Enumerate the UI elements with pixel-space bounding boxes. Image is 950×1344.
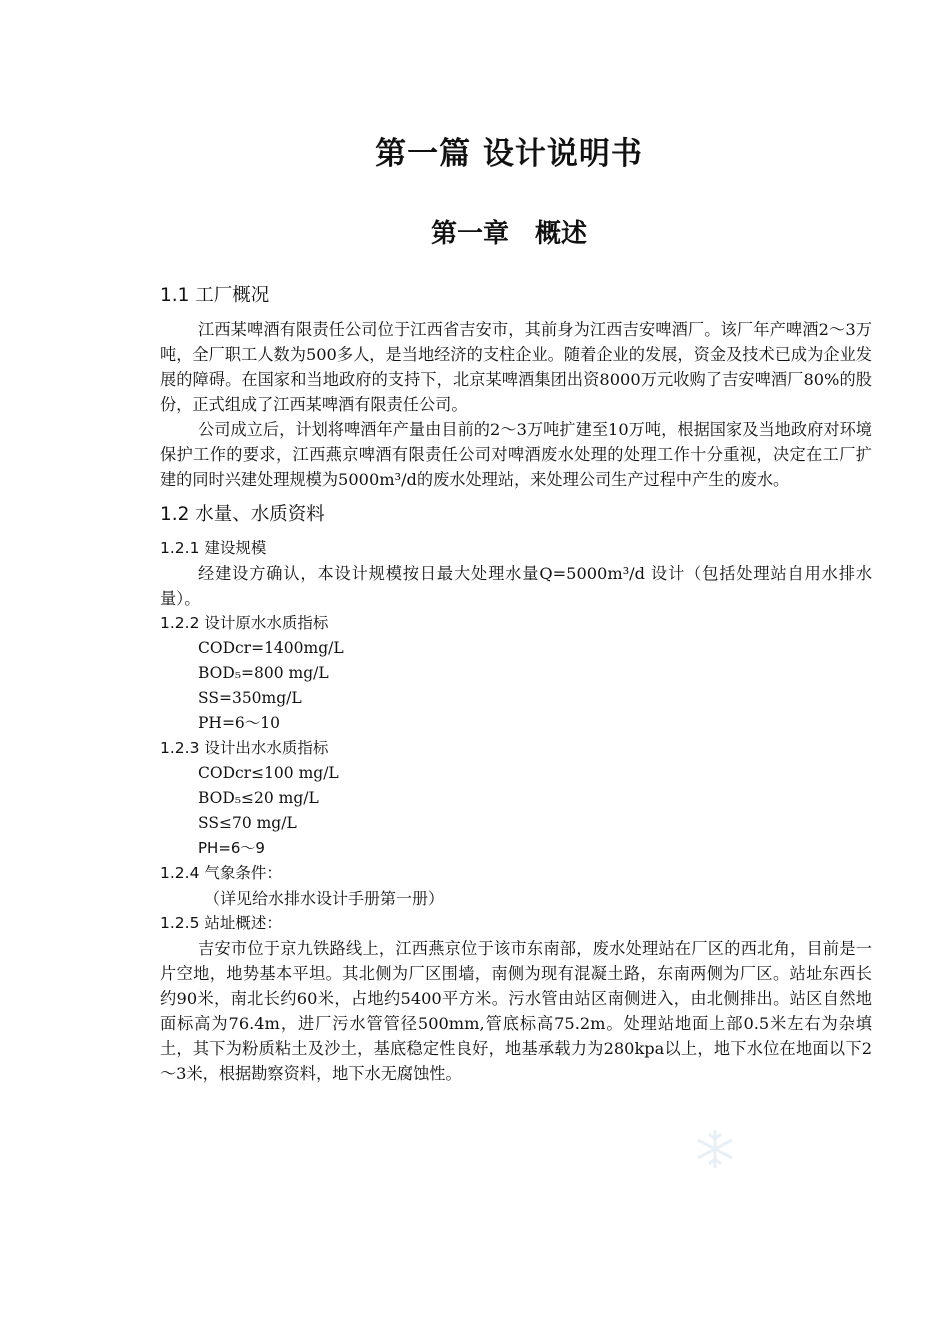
- subsection-heading-1-2-3: 1.2.3 设计出水水质指标: [160, 739, 329, 757]
- climate-note: （详见给水排水设计手册第一册）: [204, 889, 445, 908]
- document-body: [160, 283, 872, 1086]
- effluent-indicator: BOD₅≤20 mg/L: [198, 789, 319, 807]
- paragraph: 吉安市位于京九铁路线上，江西燕京位于该市东南部，废水处理站在厂区的西北角，目前是一片空地，地势基本平坦。其北侧为厂区围墙，南侧为现有混凝土路，东南两侧为厂区。站址东西长约90米，南北长约60米，占地约5400平方米。污水管由站区南侧进入，由北侧排出。站区自然地面标高为76.4m，进厂污水管管径500mm,管底标高75.2m。处理站地面上部0.5米左右为杂填土，其下为粉质粘土及沙土，基底稳定性良好，地基承载力为280kpa以上，地下水位在地面以下2～3米，根据勘察资料，地下水无腐蚀性。: [160, 939, 872, 1083]
- part-title: 第一篇 设计说明书: [375, 136, 643, 172]
- chapter-title: 第一章 概述: [430, 219, 587, 249]
- effluent-indicator: CODcr≤100 mg/L: [198, 764, 339, 782]
- watermark-logo-icon: [684, 1126, 746, 1172]
- subsection-heading-1-2-1: 1.2.1 建设规模: [160, 539, 267, 557]
- paragraph: 江西某啤酒有限责任公司位于江西省吉安市，其前身为江西吉安啤酒厂。该厂年产啤酒2～3万吨，全厂职工人数为500多人，是当地经济的支柱企业。随着企业的发展，资金及技术已成为企业发展的障碍。在国家和当地政府的支持下，北京某啤酒集团出资8000万元收购了吉安啤酒厂80%的股份，正式组成了江西某啤酒有限责任公司。: [160, 320, 872, 414]
- paragraph: 公司成立后，计划将啤酒年产量由目前的2～3万吨扩建至10万吨，根据国家及当地政府对环境保护工作的要求，江西燕京啤酒有限责任公司对啤酒废水处理的处理工作十分重视，决定在工厂扩建的同时兴建处理规模为5000m³/d的废水处理站，来处理公司生产过程中产生的废水。: [160, 420, 872, 489]
- raw-water-indicator: BOD₅=800 mg/L: [198, 664, 329, 682]
- subsection-heading-1-2-4: 1.2.4 气象条件：: [160, 864, 282, 882]
- effluent-indicator: PH=6～9: [198, 839, 265, 857]
- raw-water-indicator: CODcr=1400mg/L: [198, 639, 344, 657]
- section-heading-1-2: 1.2 水量、水质资料: [160, 504, 325, 525]
- effluent-indicator: SS≤70 mg/L: [198, 814, 297, 832]
- raw-water-indicator: SS=350mg/L: [198, 689, 302, 707]
- paragraph: 经建设方确认，本设计规模按日最大处理水量Q=5000m³/d 设计（包括处理站自用水排水量）。: [160, 564, 872, 608]
- subsection-heading-1-2-2: 1.2.2 设计原水水质指标: [160, 614, 329, 632]
- raw-water-indicator: PH=6～10: [198, 714, 281, 732]
- subsection-heading-1-2-5: 1.2.5 站址概述：: [160, 914, 282, 932]
- section-heading-1-1: 1.1 工厂概况: [160, 285, 270, 306]
